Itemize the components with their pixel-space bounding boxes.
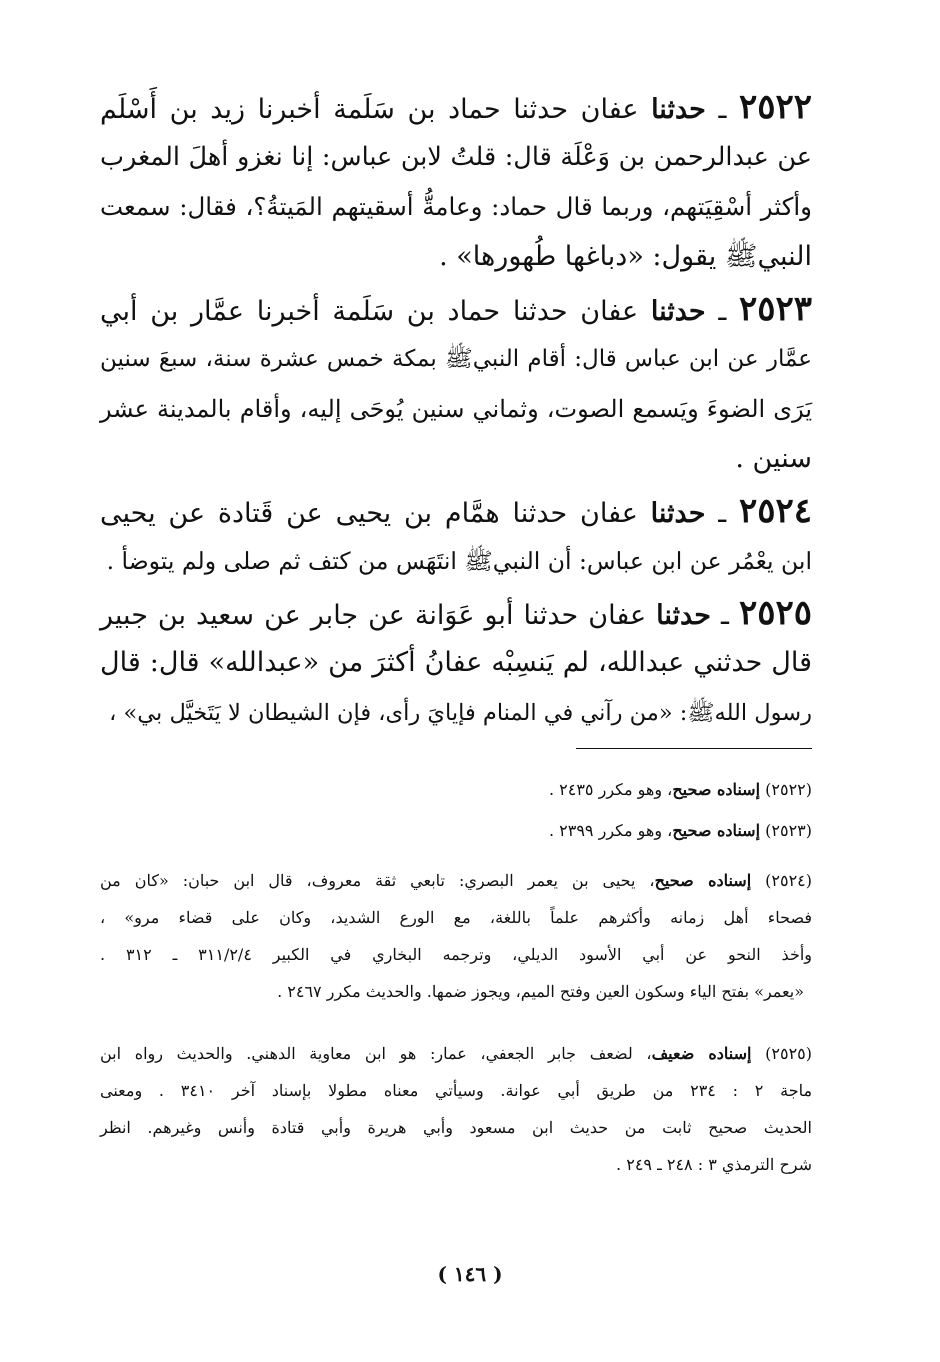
hadith-separator: ـ: [705, 498, 739, 529]
hadith-line: [100, 82, 812, 132]
hadith-keyword: حدثنا: [651, 94, 706, 125]
footnote-line: [100, 812, 812, 849]
hadith-text: عفان حدثنا أبو عَوَانة عن جابر عن سعيد بن جبير: [100, 600, 657, 631]
footnote-grade: إسناده صحيح: [654, 871, 752, 890]
hadith-keyword: حدثنا: [656, 600, 711, 631]
hadith-line: النبيﷺ يقول: «دباغها طُهورها» .: [439, 241, 812, 272]
footnote-line: [100, 862, 812, 899]
footnote-2524: [100, 862, 812, 1010]
footnote-line: ماجة ٢ : ٢٣٤ من طريق أبي عوانة. وسيأتي معناه مطولا بإسناد آخر ٣٤١٠ . ومعنى: [100, 1081, 813, 1100]
page-number: ( ١٤٦ ): [437, 1262, 503, 1286]
hadith-number: ٢٥٢٥: [738, 593, 812, 633]
hadith-number: ٢٥٢٤: [738, 491, 812, 531]
hadith-separator: ـ: [705, 296, 739, 327]
footnote-grade: إسناده صحيح: [672, 821, 761, 840]
footnote-line: الحديث صحيح ثابت من حديث ابن مسعود وأبي هريرة وأبي قتادة وأنس وغيرهم. انظر: [100, 1118, 812, 1137]
hadith-number: ٢٥٢٣: [738, 289, 812, 329]
hadith-line: [100, 284, 812, 334]
hadith-2522: [100, 82, 812, 282]
hadith-text: عفان حدثنا حماد بن سَلَمة أخبرنا زيد بن أَسْلَم: [100, 94, 652, 125]
hadith-line: [100, 588, 812, 638]
footnote-2525: [100, 1035, 812, 1183]
hadith-separator: ـ: [710, 600, 739, 631]
footnote-line: وأخذ النحو عن أبي الأسود الديلي، وترجمه البخاري في الكبير ٣١١/٢/٤ ـ ٣١٢ .: [100, 945, 813, 964]
hadith-text: عفان حدثنا همَّام بن يحيى عن قَتادة عن يحيى: [100, 498, 651, 529]
footnote-grade: إسناده ضعيف: [651, 1044, 752, 1063]
footnote-text: ، وهو مكرر ٢٣٩٩ .: [548, 821, 673, 840]
hadith-line: يَرَى الضوءَ ويَسمع الصوت، وثماني سنين يُوحَى إليه، وأقام بالمدينة عشر: [100, 395, 812, 423]
footnote-grade: إسناده صحيح: [672, 780, 761, 799]
hadith-line: [100, 486, 812, 536]
hadith-2525: [100, 588, 812, 738]
hadith-number: ٢٥٢٢: [738, 87, 813, 127]
hadith-keyword: حدثنا: [650, 296, 706, 327]
footnote-ref: (٢٥٢٥): [765, 1044, 813, 1063]
hadith-2523: [100, 284, 812, 484]
hadith-line: ابن يعْمُر عن ابن عباس: أن النبيﷺ انتَهَس من كتف ثم صلى ولم يتوضأ .: [106, 547, 812, 575]
footnote-line: [100, 1035, 812, 1072]
footnote-line: «يعمر» بفتح الياء وسكون العين وفتح الميم، ويجوز ضمها. والحديث مكرر ٢٤٦٧ .: [277, 982, 804, 1001]
hadith-line: وأكثر أسْقِيَتهم، وربما قال حماد: وعامةُّ أسقيتهم المَيتةُ؟، فقال: سمعت: [100, 192, 812, 221]
footnote-ref: (٢٥٢٣): [765, 821, 812, 840]
footnote-text: ، وهو مكرر ٢٤٣٥ .: [548, 780, 673, 799]
hadith-line: قال حدثني عبدالله، لم يَنسِبْه عفانُ أكثرَ من «عبدالله» قال: قال: [100, 647, 812, 678]
footnote-ref: (٢٥٢٤): [765, 871, 812, 890]
footnote-line: فصحاء أهل زمانه وأكثرهم علماً باللغة، مع الورع الشديد، وكان على قضاء مرو» ،: [100, 908, 812, 927]
footnote-separator: [576, 748, 812, 749]
hadith-separator: ـ: [705, 94, 739, 125]
footnote-line: [100, 771, 812, 808]
footnote-2522: [100, 771, 812, 808]
hadith-line: عن عبدالرحمن بن وَعْلَة قال: قلتُ لابن عباس: إنا نغزو أهلَ المغرب: [100, 142, 812, 172]
hadith-line: رسول اللهﷺ: «من رآني في المنام فإيايَ رأى، فإن الشيطان لا يَتَخيَّل بي» ،: [109, 700, 812, 726]
footnote-text: ، يحيى بن يعمر البصري: تابعي ثقة معروف، قال ابن حبان: «كان من: [100, 871, 655, 890]
hadith-line: سنين .: [735, 443, 812, 474]
hadith-keyword: حدثنا: [650, 498, 706, 529]
hadith-text: عفان حدثنا حماد بن سَلَمة أخبرنا عمَّار بن أبي: [100, 296, 651, 327]
hadith-line: عمَّار عن ابن عباس قال: أقام النبيﷺ بمكة خمس عشرة سنة، سبعَ سنين: [100, 346, 812, 372]
footnote-line: شرح الترمذي ٣ : ٢٤٨ ـ ٢٤٩ .: [616, 1155, 812, 1174]
hadith-2524: [100, 486, 812, 586]
footnote-ref: (٢٥٢٢): [765, 780, 812, 799]
footnote-text: ، لضعف جابر الجعفي، عمار: هو ابن معاوية الدهني. والحديث رواه ابن: [100, 1044, 652, 1063]
footnote-2523: [100, 812, 812, 849]
